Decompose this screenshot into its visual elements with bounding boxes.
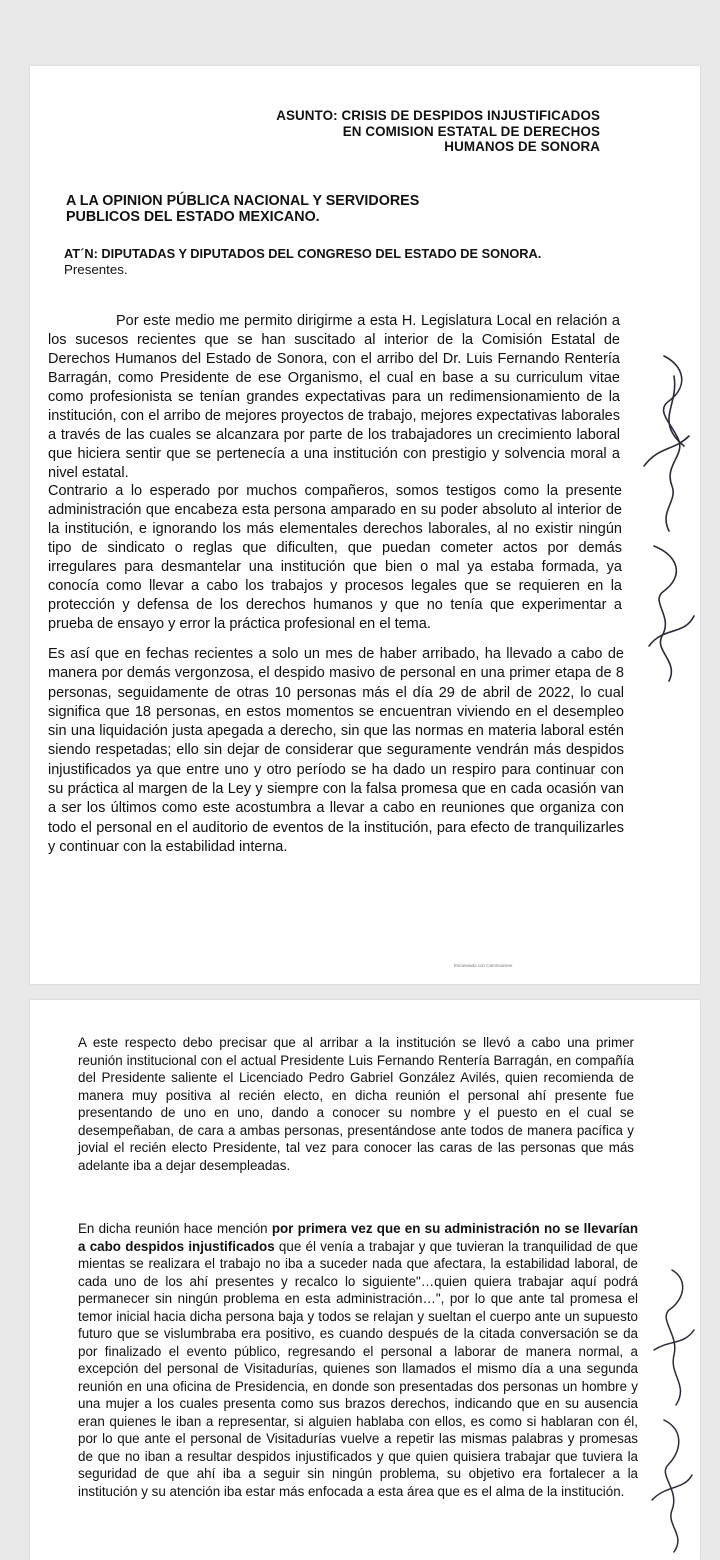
paragraph-5-text-b: que él venía a trabajar y que tuvieran la tranquilidad de que mientas se realizara el trabajo no iba a suceder nada que afectara, la estabilidad laboral, de cada uno de los ahí presentes y recalco lo siguiente"…quien quiera trabajar aquí podrá permanecer sin ningún problema en esta administración…", por lo que ante tal promesa el temor inicial hacia dicha persona baja y todos se relajan y sueltan el cuerpo ante un supuesto futuro que se vislumbraba era positivo, es cuando después de la citada conversación se da por finalizado el evento público, regresando el personal a laborar de manera normal, a excepción del personal de Visitadurías, quienes son llamados el mismo día a una segunda reunión en una oficina de Presidencia, en donde son presentadas dos personas un hombre y una mujer a los cuales presenta como sus brazos derechos, indicando que en su ausencia eran quienes le iban a representar, si alguien hablaba con ellos, es como si hablaran con él, por lo que ante el personal de Visitadurías vuelve a repetir las mismas palabras y promesas de que no iban a resultar despidos injustificados y que quien quisiera trabajar que tuviera la seguridad de que ahí iba a seguir sin ningún problema, su objetivo era fortalecer a la institución y su atención iba estar más enfocada a esta área que es el alma de la institución. bbox=[78, 1238, 638, 1499]
paragraph-3: Es así que en fechas recientes a solo un mes de haber arribado, ha llevado a cabo de manera por demás vergonzosa, el despido masivo de personal en una primer etapa de 8 personas, seguidamente de otras 10 personas más el día 29 de abril de 2022, lo cual significa que 18 personas, en estos momentos se encuentran viviendo en el desempleo sin una liquidación justa apegada a derecho, sin que las normas en materia laboral estén siendo respetadas; ello sin dejar de considerar que seguramente vendrán más despidos injustificados ya que entre uno y otro período se ha dado un respiro para continuar con su práctica al margen de la Ley y siempre con la falsa promesa que en cada ocasión van a ser los últimos como este acostumbra a llevar a cabo en reuniones que organiza con todo el personal en el auditorio de eventos de la institución, para efecto de tranquilizarles y continuar con la estabilidad interna. bbox=[48, 646, 624, 855]
document-page-1 bbox=[30, 66, 700, 984]
subject-heading bbox=[276, 108, 600, 155]
paragraph-2: Contrario a lo esperado por muchos compañeros, somos testigos como la presente administración que encabeza esta persona amparado en su poder absoluto al interior de la institución, e ignorando los más elementales derechos laborales, al no existir ningún tipo de sindicato o reglas que dificulten, que puedan cometer actos por demás irregulares para desmantelar una institución que bien o mal ya estaba formada, ya conocía como llevar a cabo los trabajos y procesos legales que se requieren en la protección y defensa de los derechos humanos y que no tenía que experimentar a prueba de ensayo y error la práctica profesional en el tema. bbox=[48, 483, 622, 632]
paragraph-1 bbox=[48, 312, 620, 483]
subject-line-1: ASUNTO: CRISIS DE DESPIDOS INJUSTIFICADOS bbox=[276, 108, 600, 123]
paragraph-5-emphasis: por primera vez que en su administración no se llevarían a cabo despidos injustificados bbox=[78, 1221, 638, 1254]
presentes-label: Presentes. bbox=[64, 261, 128, 277]
scanner-watermark: Escaneado con CamScanner bbox=[454, 963, 513, 968]
handwritten-signature-2 bbox=[644, 1260, 700, 1560]
paragraph-5 bbox=[78, 1220, 638, 1500]
recipient-line-1: A LA OPINION PÚBLICA NACIONAL Y SERVIDORES bbox=[66, 193, 420, 209]
attention-block bbox=[64, 246, 541, 277]
recipient-line-2: PUBLICOS DEL ESTADO MEXICANO. bbox=[66, 208, 320, 225]
handwritten-signature-1 bbox=[634, 346, 704, 706]
attention-line: AT´N: DIPUTADAS Y DIPUTADOS DEL CONGRESO DEL ESTADO DE SONORA. bbox=[64, 246, 542, 261]
paragraph-4: A este respecto debo precisar que al arribar a la institución se llevó a cabo una primer reunión institucional con el actual Presidente Luis Fernando Rentería Barragán, en compañía del Presidente saliente el Licenciado Pedro Gabriel González Avilés, quien recomienda de manera muy positiva al recién electo, en dicha reunión el personal ahí presente fue presentando de uno en uno, dando a conocer su nombre y el puesto en el cual se desempeñaban, de cara a ambas personas, presentándose ante todos de manera pacífica y jovial el recién electo Presidente, tal vez para conocer las caras de las personas que más adelante iba a dejar desempleadas. bbox=[78, 1035, 634, 1173]
paragraph-1-text: Por este medio me permito dirigirme a esta H. Legislatura Local en relación a los sucesos recientes que se han suscitado al interior de la Comisión Estatal de Derechos Humanos del Estado de Sonora, con el arribo del Dr. Luis Fernando Rentería Barragán, como Presidente de ese Organismo, el cual en base a su curriculum vitae como profesionista se tenían grandes expectativas para un redimensionamiento de la institución, con el arribo de mejores proyectos de trabajo, mejores expectativas laborales a través de las cuales se alcanzara por parte de los trabajadores un crecimiento laboral que hiciera sentir que se pertenecía a una institución con prestigio y solvencia moral a nivel estatal. bbox=[48, 313, 620, 481]
recipient-heading bbox=[66, 194, 419, 225]
paragraph-5-text-a: En dicha reunión hace mención bbox=[78, 1221, 272, 1236]
subject-line-2: EN COMISION ESTATAL DE DERECHOS bbox=[342, 123, 600, 139]
document-page-2 bbox=[30, 1000, 700, 1560]
subject-line-3: HUMANOS DE SONORA bbox=[444, 139, 600, 154]
